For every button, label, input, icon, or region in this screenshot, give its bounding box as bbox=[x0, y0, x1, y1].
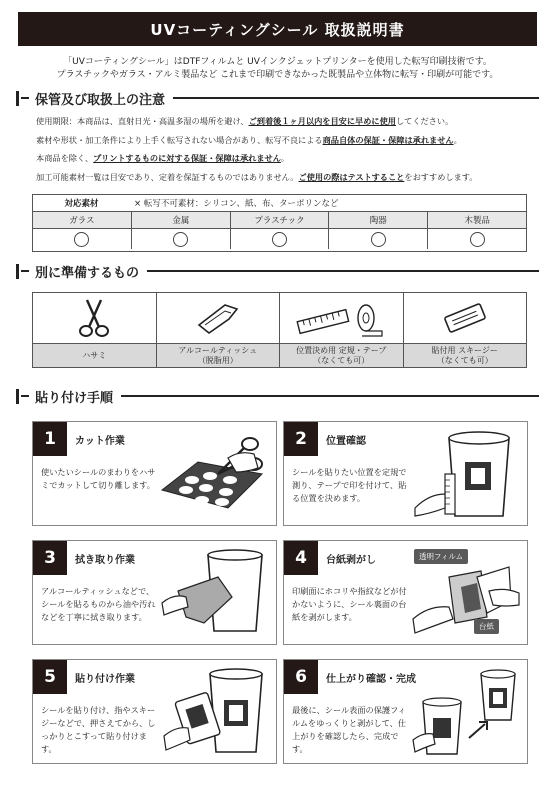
tool-squeegee: 貼付用 スキージー （なくても可） bbox=[404, 293, 527, 367]
note-no-guarantee: 本商品を除く、プリントするものに対する保証・保障は承れません。 bbox=[36, 153, 290, 163]
step-title: 位置確認 bbox=[326, 436, 366, 447]
material-metal: 金属 bbox=[132, 212, 231, 228]
step-title: 貼り付け作業 bbox=[75, 674, 135, 685]
step-5-card bbox=[32, 659, 277, 764]
tool-alcohol-tissue: アルコールティッシュ （脱脂用） bbox=[157, 293, 281, 367]
material-ceramic: 陶器 bbox=[329, 212, 428, 228]
position-illustration-icon bbox=[409, 428, 521, 520]
step-description: 使いたいシールのまわりをハサミでカットして切り離します。 bbox=[41, 467, 156, 490]
note-expiry: 使用期限：本商品は、直射日光・高温多湿の場所を避け、ご到着後１ヶ月以内を目安に早めに使用してください。 bbox=[36, 116, 454, 126]
ok-circle-icon bbox=[470, 232, 485, 247]
tool-ruler-tape: 位置決め用 定規・テープ （なくても可） bbox=[280, 293, 404, 367]
step-title: 台紙剥がし bbox=[326, 555, 376, 566]
apply-illustration-icon bbox=[158, 666, 270, 758]
film-tag: 透明フィルム bbox=[414, 549, 468, 564]
ruler-tape-icon bbox=[296, 298, 386, 338]
material-plastic: プラスチック bbox=[231, 212, 330, 228]
step-description: シールを貼り付け、指やスキージーなどで、押さえてから、しっかりとこすって貼り付けます。 bbox=[41, 705, 156, 754]
section-storage-header bbox=[16, 88, 539, 108]
ok-circle-icon bbox=[173, 232, 188, 247]
intro-line-2: プラスチックやガラス・アルミ製品など これまで印刷できなかった既製品や立体物に転写・印刷が可能です。 bbox=[56, 70, 499, 80]
cut-illustration-icon bbox=[158, 428, 270, 520]
step-2-card bbox=[283, 421, 528, 526]
step-description: アルコールティッシュなどで、シールを貼るものから油や汚れなどを丁寧に拭き取ります。 bbox=[41, 586, 156, 622]
page-title: UVコーティングシール 取扱説明書 bbox=[18, 12, 537, 46]
step-description: シールを貼りたい位置を定規で測り、テープで印を付けて、貼る位置を決めます。 bbox=[292, 467, 407, 503]
section-storage-title: 保管及び取扱上の注意 bbox=[35, 92, 166, 108]
finish-illustration-icon bbox=[409, 666, 521, 758]
wipe-illustration-icon bbox=[158, 547, 270, 639]
step-3-card bbox=[32, 540, 277, 645]
step-title: カット作業 bbox=[75, 436, 125, 447]
section-steps-title: 貼り付け手順 bbox=[35, 390, 114, 406]
ok-circle-icon bbox=[74, 232, 89, 247]
squeegee-icon bbox=[440, 300, 490, 336]
material-glass: ガラス bbox=[33, 212, 132, 228]
materials-table bbox=[32, 194, 527, 252]
section-prepare-header bbox=[16, 261, 539, 281]
section-prepare-title: 別に準備するもの bbox=[35, 265, 140, 281]
step-number: 1 bbox=[33, 422, 67, 456]
step-6-card bbox=[283, 659, 528, 764]
intro-line-1: 「UVコーティングシール」はDTFフィルムと UVインクジェットプリンターを使用した転写印刷技術です。 bbox=[63, 57, 492, 67]
tool-scissors bbox=[33, 293, 157, 367]
step-description: 最後に、シール表面の保護フィルムをゆっくりと剥がして、仕上がりを確認したら、完成です。 bbox=[292, 705, 407, 754]
step-title: 仕上がり確認・完成 bbox=[326, 674, 416, 685]
materials-unavailable: × 転写不可素材：シリコン、紙、布、ターポリンなど bbox=[134, 199, 339, 209]
material-wood: 木製品 bbox=[464, 216, 490, 226]
step-number: 4 bbox=[284, 541, 318, 575]
step-4-card bbox=[283, 540, 528, 645]
scissors-icon bbox=[77, 297, 111, 339]
tools-table bbox=[32, 292, 527, 368]
step-number: 6 bbox=[284, 660, 318, 694]
step-number: 2 bbox=[284, 422, 318, 456]
step-description: 印刷面にホコリや指紋などが付かないように、シール裏面の台紙を剥がします。 bbox=[292, 586, 407, 622]
tool-label: ハサミ bbox=[82, 350, 107, 360]
step-number: 5 bbox=[33, 660, 67, 694]
ok-circle-icon bbox=[272, 232, 287, 247]
tissue-icon bbox=[195, 301, 241, 335]
note-transfer-failure: 素材や形状・加工条件により上手く転写されない場合があり、転写不良による商品自体の保証・保障は承れません。 bbox=[36, 135, 462, 145]
note-materials-test: 加工可能素材一覧は目安であり、定着を保証するものではありません。ご使用の際はテストすることをおすすめします。 bbox=[36, 172, 478, 182]
materials-header: 対応素材 bbox=[64, 199, 99, 209]
step-1-card bbox=[32, 421, 277, 526]
ok-circle-icon bbox=[371, 232, 386, 247]
section-steps-header bbox=[16, 386, 539, 406]
backing-tag: 台紙 bbox=[474, 619, 499, 634]
step-number: 3 bbox=[33, 541, 67, 575]
step-title: 拭き取り作業 bbox=[75, 555, 135, 566]
